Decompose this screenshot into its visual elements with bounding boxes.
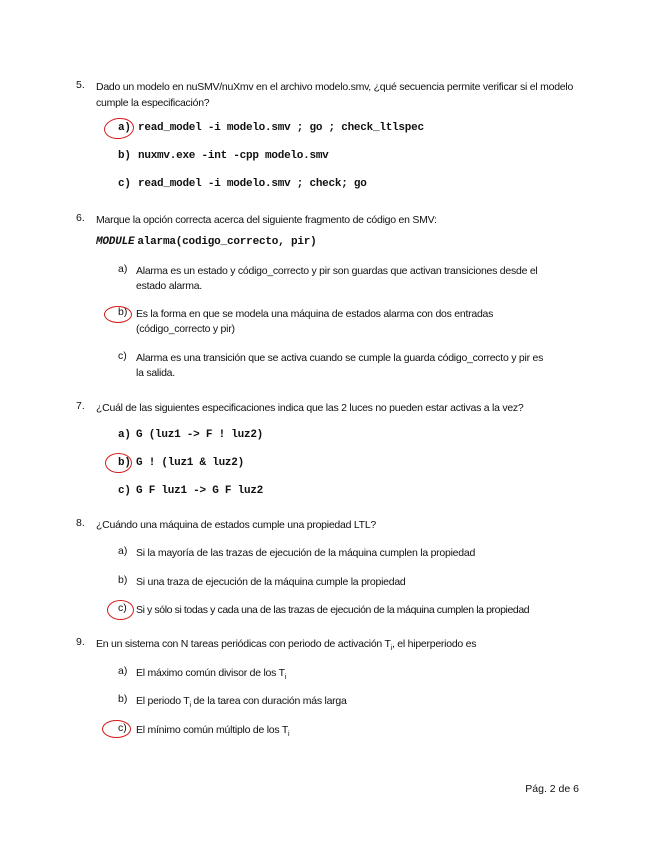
question-number: 8.	[76, 517, 85, 529]
option-text-line: Alarma es un estado y código_correcto y pir son guardas que activan transiciones desde el	[136, 265, 538, 277]
option-text-line: la salida.	[136, 367, 175, 379]
option-text: Si una traza de ejecución de la máquina cumple la propiedad	[136, 576, 406, 588]
option-text-main: El máximo común divisor de los T	[136, 667, 285, 679]
option-label: b)	[118, 693, 128, 705]
option-label: b)	[118, 306, 128, 318]
option-label: a)	[118, 545, 128, 557]
question-text-tail: , el hiperperiodo es	[391, 638, 477, 650]
option-text: nuxmv.exe -int -cpp modelo.smv	[138, 150, 329, 162]
option-text	[136, 693, 347, 714]
question-number: 7.	[76, 400, 85, 412]
option-text-line: Es la forma en que se modela una máquina de estados alarma con dos entradas	[136, 308, 494, 320]
question-text	[96, 636, 576, 657]
option-label: b)	[118, 574, 128, 586]
option-label: c)	[118, 178, 131, 190]
answer-circle-mark	[103, 116, 135, 140]
question-number: 5.	[76, 79, 85, 91]
option-label: b)	[118, 150, 131, 162]
subscript: i	[288, 731, 290, 739]
option-label: b)	[118, 457, 131, 469]
option-label: a)	[118, 122, 131, 134]
subscript: i	[390, 645, 392, 653]
option-text-tail: de la tarea con duración más larga	[190, 695, 347, 707]
option-label: a)	[118, 429, 131, 441]
code-signature: alarma(codigo_correcto, pir)	[137, 236, 317, 248]
option-text: G (luz1 -> F ! luz2)	[136, 429, 264, 441]
option-text-line: (código_correcto y pir)	[136, 323, 235, 335]
option-text: Si y sólo si todas y cada una de las trazas de ejecución de la máquina cumplen la propiedad	[136, 604, 530, 616]
option-text: read_model -i modelo.smv ; go ; check_ltlspec	[138, 122, 424, 134]
question-text: ¿Cuál de las siguientes especificaciones indica que las 2 luces no pueden estar activas a la vez?	[96, 402, 524, 414]
option-label: c)	[118, 602, 127, 614]
option-text: Si la mayoría de las trazas de ejecución de la máquina cumplen la propiedad	[136, 547, 476, 559]
page-number: Pág. 2 de 6	[525, 783, 579, 795]
answer-circle-mark	[104, 306, 132, 323]
answer-circle-mark	[102, 720, 131, 738]
option-text-main: El periodo T	[136, 695, 190, 707]
option-text	[136, 665, 286, 686]
option-label: a)	[118, 665, 128, 677]
subscript: i	[189, 702, 191, 710]
question-text: ¿Cuándo una máquina de estados cumple una propiedad LTL?	[96, 519, 377, 531]
option-label: c)	[118, 350, 127, 362]
code-keyword: MODULE	[96, 236, 135, 248]
question-text-main: En un sistema con N tareas periódicas con periodo de activación T	[96, 638, 391, 650]
question-text: Dado un modelo en nuSMV/nuXmv en el archivo modelo.smv, ¿qué secuencia permite verificar si el modelo cumple la especificación?	[96, 81, 574, 109]
option-text	[136, 722, 289, 743]
option-text: G ! (luz1 & luz2)	[136, 457, 244, 469]
option-text: G F luz1 -> G F luz2	[136, 485, 264, 497]
option-text: read_model -i modelo.smv ; check; go	[138, 178, 367, 190]
answer-circle-mark	[105, 453, 132, 473]
option-text-line: Alarma es una transición que se activa cuando se cumple la guarda código_correcto y pir es	[136, 352, 544, 364]
option-label: c)	[118, 485, 131, 497]
subscript: i	[284, 674, 287, 682]
option-label: c)	[118, 722, 127, 734]
question-text: Marque la opción correcta acerca del siguiente fragmento de código en SMV:	[96, 214, 437, 226]
answer-circle-mark	[107, 600, 134, 620]
option-text-line: estado alarma.	[136, 280, 202, 292]
option-text-main: El mínimo común múltiplo de los T	[136, 724, 289, 736]
option-label: a)	[118, 263, 128, 275]
question-number: 9.	[76, 636, 85, 648]
code-snippet	[96, 235, 317, 248]
question-number: 6.	[76, 212, 85, 224]
